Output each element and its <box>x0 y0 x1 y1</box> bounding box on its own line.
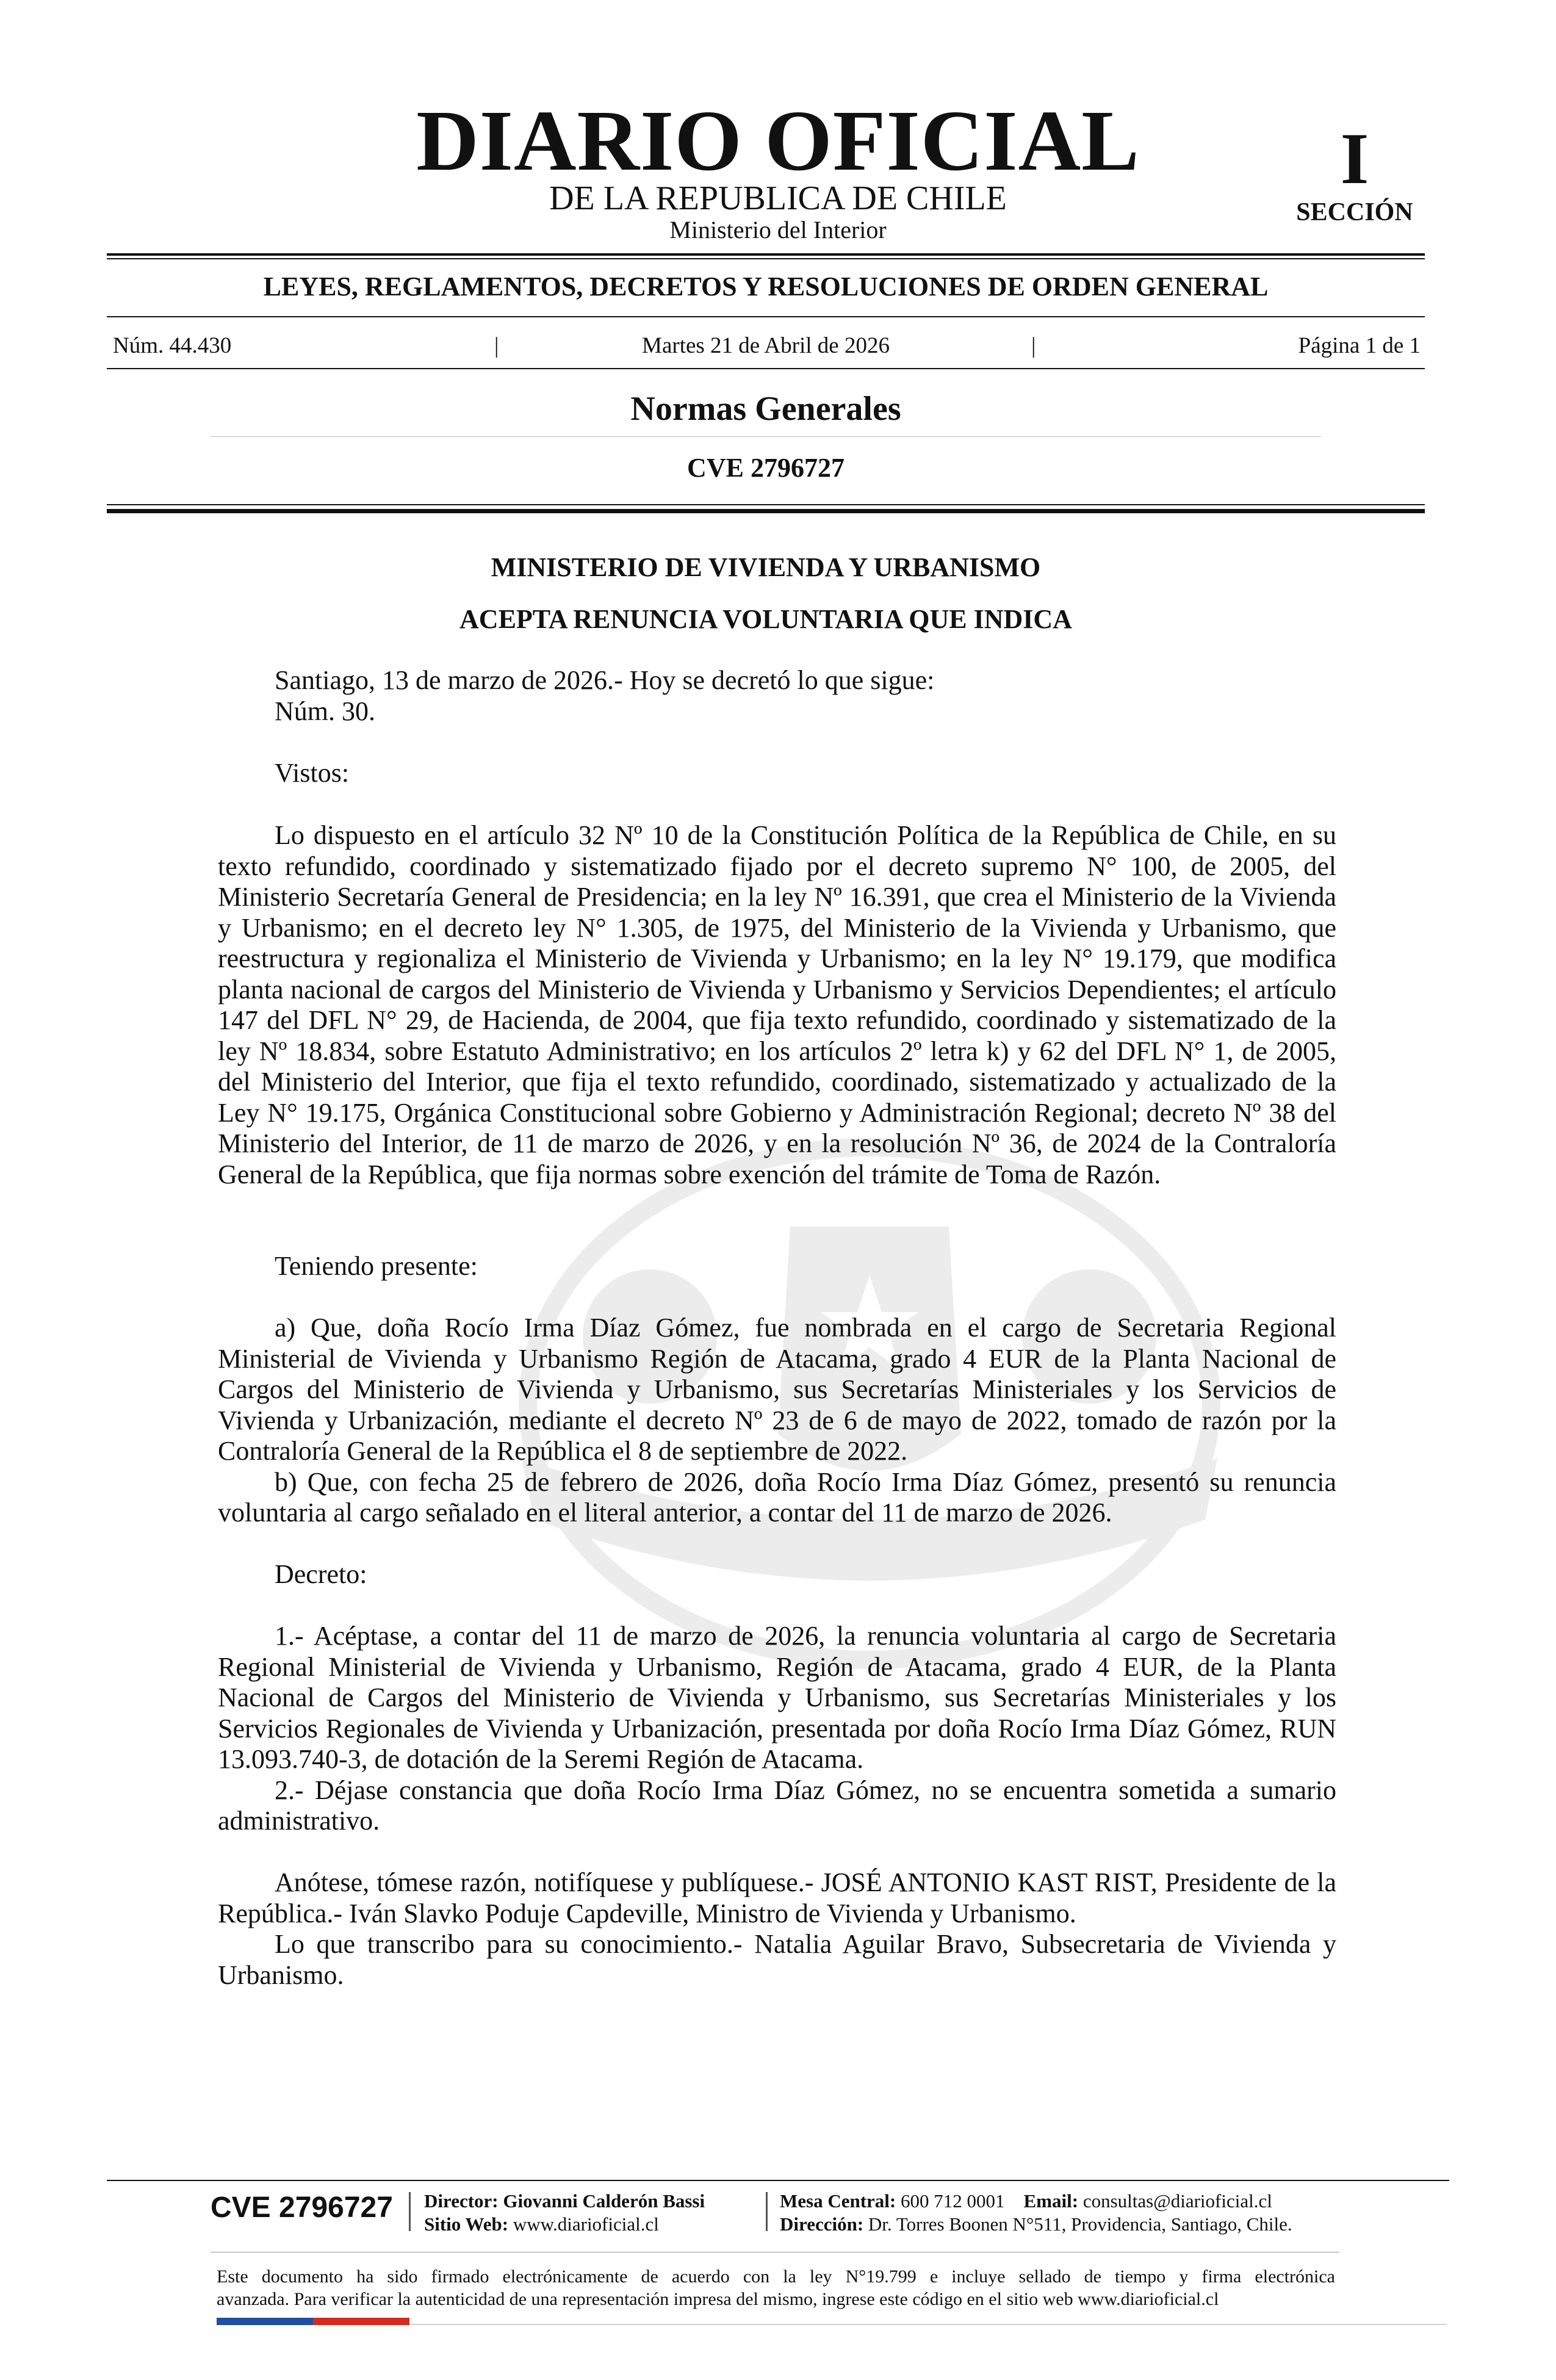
section-name: Normas Generales <box>630 390 901 428</box>
footer-bottom-line <box>409 2324 1447 2325</box>
footer-director <box>424 2190 705 2213</box>
header-divider <box>107 258 1425 259</box>
director-label: Director: <box>424 2190 499 2212</box>
email-label: Email: <box>1023 2190 1079 2212</box>
vistos-text: Lo dispuesto en el artículo 32 Nº 10 de la Constitución Política de la República de Chile, en su texto refundido, coordinado y sistematizado fijado por el decreto supremo N° 100, de 2005, del Ministerio Secretaría General de Presidencia; en la ley Nº 16.391, que crea el Ministerio de la Vivienda y Urbanismo; en el decreto ley N° 1.305, de 1975, del Ministerio de la Vivienda y Urbanismo, que reestructura y regionaliza el Ministerio de Vivienda y Urbanismo; en la ley N° 19.179, que modifica planta nacional de cargos del Ministerio de Vivienda y Urbanismo y Servicios Dependientes; el artículo 147 del DFL N° 29, de Hacienda, de 2004, que fija texto refundido, coordinado y sistematizado de la ley Nº 18.834, sobre Estatuto Administrativo; en los artículos 2º letra k) y 62 del DFL N° 1, de 2005, del Ministerio del Interior, que fija el texto refundido, coordinado, sistematizado y actualizado de la Ley N° 19.175, Orgánica Constitucional sobre Gobierno y Administración Regional; decreto Nº 38 del Ministerio del Interior, de 11 de marzo de 2026, y en la resolución Nº 36, de 2024 de la Contraloría General de la República, que fija normas sobre exención del trámite de Toma de Razón. <box>218 820 1336 1189</box>
masthead-subtitle: DE LA REPUBLICA DE CHILE <box>549 179 1007 217</box>
address-text: Dr. Torres Boonen N°511, Providencia, Santiago, Chile. <box>868 2213 1292 2235</box>
issue-divider <box>107 368 1425 369</box>
category-title: LEYES, REGLAMENTOS, DECRETOS Y RESOLUCIONES DE ORDEN GENERAL <box>263 272 1269 301</box>
address-label: Dirección: <box>780 2213 864 2235</box>
considerando-a: a) Que, doña Rocío Irma Díaz Gómez, fue nombrada en el cargo de Secretaria Regional Ministerial de Vivienda y Urbanismo Región de Atacama, grado 4 EUR de la Planta Nacional de Cargos del Ministerio de Vivienda y Urbanismo, sus Secretarías Ministeriales y los Servicios de Vivienda y Urbanización, mediante el decreto Nº 23 de 6 de mayo de 2022, tomado de razón por la Contraloría General de la República el 8 de septiembre de 2022. <box>218 1313 1336 1466</box>
ministry-heading: MINISTERIO DE VIVIENDA Y URBANISMO <box>491 552 1041 582</box>
header-divider <box>107 253 1425 256</box>
footer-divider <box>107 2180 1449 2181</box>
issue-date: Martes 21 de Abril de 2026 <box>642 333 890 358</box>
transcription-note: Lo que transcribo para su conocimiento.- Natalia Aguilar Bravo, Subsecretaria de Vivienda y Urbanismo. <box>218 1929 1336 1990</box>
section-underline <box>211 436 1321 437</box>
footer-cve-code: CVE 2796727 <box>211 2191 393 2224</box>
considerando-label: Teniendo presente: <box>275 1251 478 1281</box>
notice-line-1: Este documento ha sido firmado electrónicamente de acuerdo con la ley N°19.799 e incluye sellado de tiempo y firma electrónica <box>217 2266 1335 2287</box>
closing-formula: Anótese, tómese razón, notifíquese y publíquese.- JOSÉ ANTONIO KAST RIST, Presidente de la República.- Iván Slavko Poduje Capdeville, Ministro de Vivienda y Urbanismo. <box>218 1867 1336 1928</box>
issue-separator: | <box>494 333 499 358</box>
flag-stripe-red <box>313 2318 409 2325</box>
decree-title: ACEPTA RENUNCIA VOLUNTARIA QUE INDICA <box>459 604 1072 634</box>
footer-separator <box>409 2192 411 2231</box>
content-divider <box>107 504 1425 505</box>
decreto-label: Decreto: <box>275 1559 367 1589</box>
considerando-paragraphs <box>218 1313 1336 1529</box>
notice-line-2: avanzada. Para verificar la autenticidad de una representación impresa del mismo, ingrese este código en el sitio web www.diarioficial.cl <box>217 2289 1219 2309</box>
electronic-signature-notice <box>217 2265 1335 2310</box>
content-divider <box>107 509 1425 513</box>
issue-separator: | <box>1031 333 1036 358</box>
decreto-articles <box>218 1621 1336 1837</box>
vistos-label: Vistos: <box>275 758 350 788</box>
cve-code: CVE 2796727 <box>687 453 845 483</box>
website-label: Sitio Web: <box>424 2213 509 2235</box>
issue-page: Página 1 de 1 <box>1298 333 1421 358</box>
email-link[interactable]: consultas@diarioficial.cl <box>1082 2190 1272 2212</box>
phone-label: Mesa Central: <box>780 2190 896 2212</box>
footer-website <box>424 2213 659 2236</box>
flag-stripe-blue <box>217 2318 313 2325</box>
closing-paragraphs <box>218 1867 1336 1991</box>
issue-number: Núm. 44.430 <box>113 333 232 358</box>
footer-separator <box>766 2192 768 2231</box>
decree-number: Núm. 30. <box>275 696 375 726</box>
article-1: 1.- Acéptase, a contar del 11 de marzo de 2026, la renuncia voluntaria al cargo de Secretaria Regional Ministerial de Vivienda y Urbanismo, Región de Atacama, grado 4 EUR, de la Planta Nacional de Cargos del Ministerio de Vivienda y Urbanismo, sus Secretarías Ministeriales y los Servicios Regionales de Vivienda y Urbanización, presentada por doña Rocío Irma Díaz Gómez, RUN 13.093.740-3, de dotación de la Seremi Región de Atacama. <box>218 1621 1336 1774</box>
section-number: I <box>1340 118 1369 199</box>
masthead-title: DIARIO OFICIAL <box>416 92 1140 189</box>
category-divider <box>107 316 1425 317</box>
director-name: Giovanni Calderón Bassi <box>503 2190 705 2212</box>
section-label: SECCIÓN <box>1296 198 1413 226</box>
place-date: Santiago, 13 de marzo de 2026.- Hoy se decretó lo que sigue: <box>275 665 935 695</box>
website-link[interactable]: www.diarioficial.cl <box>513 2213 659 2235</box>
article-2: 2.- Déjase constancia que doña Rocío Irma Díaz Gómez, no se encuentra sometida a sumario administrativo. <box>218 1775 1336 1836</box>
phone-number: 600 712 0001 <box>901 2190 1005 2212</box>
footer-address <box>780 2213 1292 2236</box>
footer-contact <box>780 2190 1272 2213</box>
vistos-paragraph <box>218 820 1336 1190</box>
masthead-ministry: Ministerio del Interior <box>669 216 887 243</box>
considerando-b: b) Que, con fecha 25 de febrero de 2026, doña Rocío Irma Díaz Gómez, presentó su renuncia voluntaria al cargo señalado en el literal anterior, a contar del 11 de marzo de 2026. <box>218 1466 1336 1527</box>
